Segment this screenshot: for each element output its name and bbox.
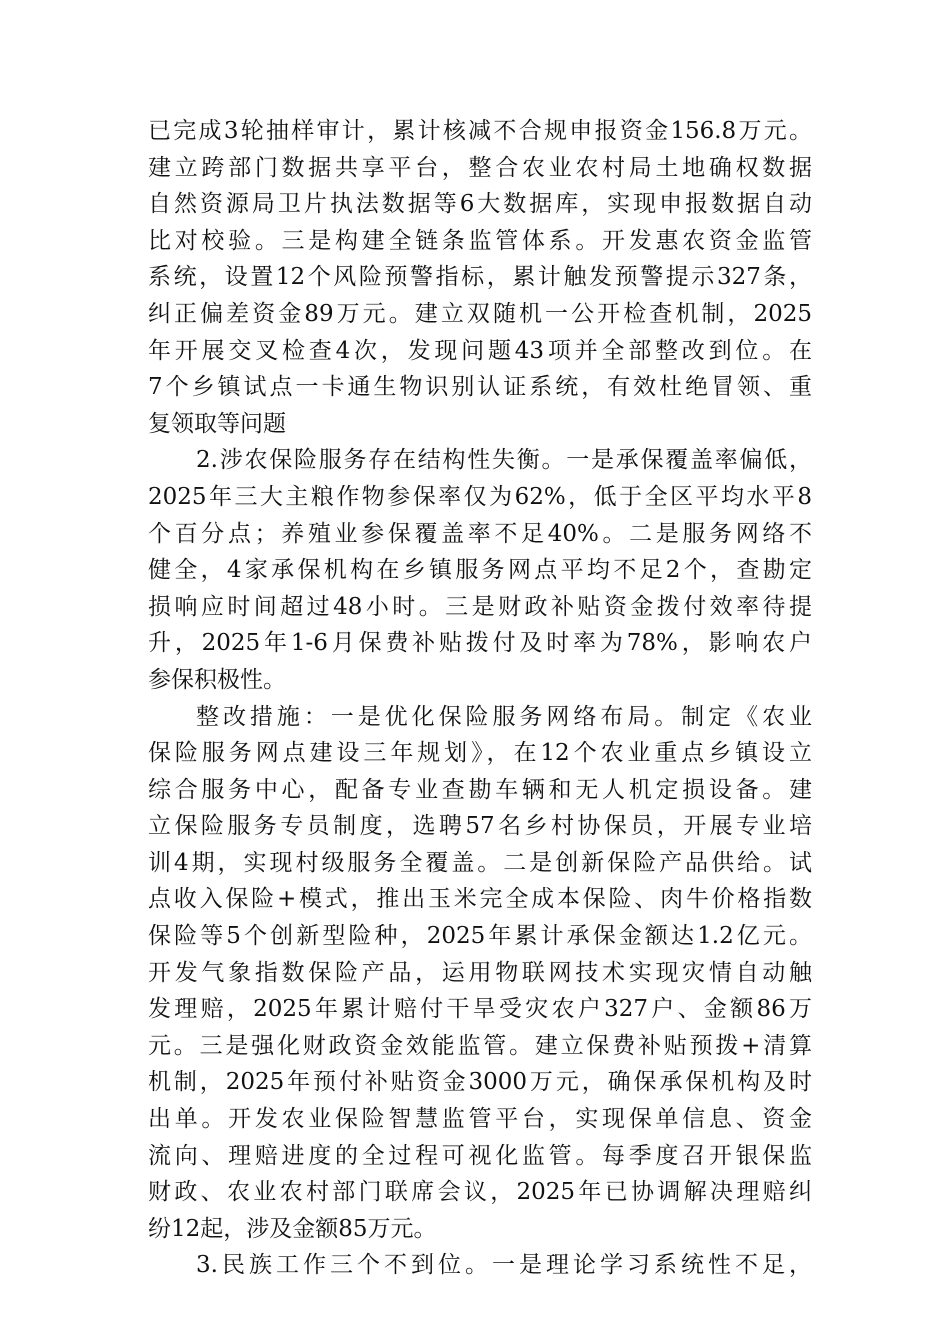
text-line: 立保险服务专员制度，选聘57名乡村协保员，开展专业培 — [148, 813, 812, 840]
text-line: 元。三是强化财政资金效能监管。建立保费补贴预拨+清算 — [148, 1032, 812, 1059]
text-line: 保险服务网点建设三年规划》，在12个农业重点乡镇设立 — [148, 740, 812, 767]
text-line: 2025年三大主粮作物参保率仅为62%，低于全区平均水平8 — [148, 483, 812, 510]
text-line: 参保积极性。 — [148, 666, 286, 693]
text-line: 流向、理赔进度的全过程可视化监管。每季度召开银保监 — [148, 1142, 812, 1169]
text-line: 点收入保险+模式，推出玉米完全成本保险、肉牛价格指数 — [148, 886, 812, 913]
text-line: 训4期，实现村级服务全覆盖。二是创新保险产品供给。试 — [148, 849, 812, 876]
text-line: 已完成3轮抽样审计，累计核减不合规申报资金156.8万元。 — [148, 118, 812, 144]
text-line: 7个乡镇试点一卡通生物识别认证系统，有效杜绝冒领、重 — [148, 374, 812, 401]
text-line: 比对校验。三是构建全链条监管体系。开发惠农资金监管 — [148, 227, 812, 254]
text-line: 健全，4家承保机构在乡镇服务网点平均不足2个，查勘定 — [148, 557, 812, 584]
text-line: 个百分点；养殖业参保覆盖率不足40%。二是服务网络不 — [148, 520, 812, 547]
text-line: 出单。开发农业保险智慧监管平台，实现保单信息、资金 — [148, 1106, 812, 1133]
text-line: 开发气象指数保险产品，运用物联网技术实现灾情自动触 — [148, 959, 812, 986]
text-line: 系统，设置12个风险预警指标，累计触发预警提示327条， — [148, 264, 812, 291]
text-line: 损响应时间超过48小时。三是财政补贴资金拨付效率待提 — [148, 593, 812, 620]
text-line: 复领取等问题 — [148, 410, 286, 437]
text-line: 升，2025年1-6月保费补贴拨付及时率为78%，影响农户 — [148, 630, 812, 657]
text-line: 建立跨部门数据共享平台，整合农业农村局土地确权数据 — [148, 154, 812, 181]
paragraph-heading-line: 3.民族工作三个不到位。一是理论学习系统性不足， — [196, 1252, 812, 1279]
text-line: 财政、农业农村部门联席会议，2025年已协调解决理赔纠 — [148, 1179, 812, 1206]
text-line: 综合服务中心，配备专业查勘车辆和无人机定损设备。建 — [148, 776, 812, 803]
text-line: 发理赔，2025年累计赔付干旱受灾农户327户、金额86万 — [148, 996, 812, 1023]
text-line: 机制，2025年预付补贴资金3000万元，确保承保机构及时 — [148, 1069, 812, 1096]
document-body — [148, 113, 812, 1284]
text-line: 保险等5个创新型险种，2025年累计承保金额达1.2亿元。 — [148, 923, 812, 950]
paragraph-heading-line: 2.涉农保险服务存在结构性失衡。一是承保覆盖率偏低， — [196, 447, 812, 474]
text-line: 纠正偏差资金89万元。建立双随机一公开检查机制，2025 — [148, 300, 812, 327]
text-line: 自然资源局卫片执法数据等6大数据库，实现申报数据自动 — [148, 191, 812, 218]
text-line: 纷12起，涉及金额85万元。 — [148, 1215, 437, 1242]
paragraph-heading-line: 整改措施：一是优化保险服务网络布局。制定《农业 — [196, 703, 812, 730]
text-line: 年开展交叉检查4次，发现问题43项并全部整改到位。在 — [148, 337, 812, 364]
